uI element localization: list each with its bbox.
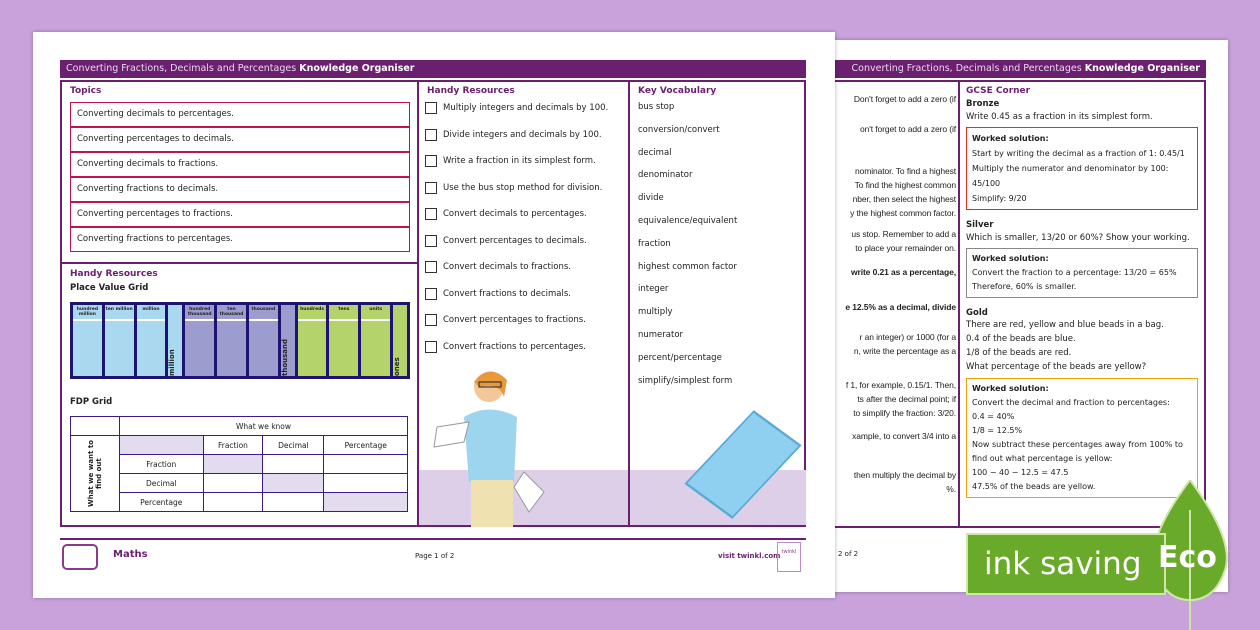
pv-column xyxy=(329,305,358,376)
checklist-item[interactable] xyxy=(425,235,587,247)
silver-solution: Worked solution: Convert the fraction to a percentage: 13/20 = 65% Therefore, 60% is smaller. xyxy=(966,248,1198,298)
topic-item: Converting fractions to decimals. xyxy=(70,177,410,202)
fdp-cell xyxy=(263,455,324,474)
text-fragment: ts after the decimal point; if xyxy=(857,394,956,404)
checkbox[interactable] xyxy=(425,261,437,273)
fdp-cell xyxy=(324,493,408,512)
text-fragment: e 12.5% as a decimal, divide xyxy=(845,302,956,312)
pv-column-label: ten million xyxy=(105,305,134,321)
topic-item: Converting decimals to fractions. xyxy=(70,152,410,177)
vocab-item: percent/percentage xyxy=(638,352,722,363)
twinkl-link[interactable]: visit twinkl.com xyxy=(718,552,781,560)
fdp-cell xyxy=(263,474,324,493)
bronze-solution: Worked solution: Start by writing the decimal as a fraction of 1: 0.45/1 Multiply the numerator and denominator by 100: 45/100 Simplify: 9/20 xyxy=(966,127,1198,210)
text-fragment: To find the highest common xyxy=(854,180,956,190)
checkbox[interactable] xyxy=(425,129,437,141)
checklist-item[interactable] xyxy=(425,129,602,141)
text-fragment: n, write the percentage as a xyxy=(853,346,956,356)
checkbox[interactable] xyxy=(425,102,437,114)
fdp-cell xyxy=(203,474,263,493)
vocab-item: conversion/convert xyxy=(638,124,720,135)
text-fragment: to simplify the fraction: 3/20. xyxy=(853,408,956,418)
checklist-label: Convert fractions to decimals. xyxy=(443,288,571,299)
text-fragment: Don't forget to add a zero (if xyxy=(853,94,956,104)
content-frame xyxy=(60,80,806,527)
key-vocabulary-column: Key Vocabulary bus stop conversion/convert decimal denominator divide equivalence/equivalent fraction highest common factor integer multiply numerator percent/percentage simplify/simplest form xyxy=(630,82,806,525)
pv-group-label: ones xyxy=(393,305,407,376)
checklist-item[interactable] xyxy=(425,208,587,220)
fdp-col-header: Fraction xyxy=(203,436,263,455)
topics-column: Topics Converting decimals to percentages. Converting percentages to decimals. Converting decimals to fractions. Converting fractions to decimals. Converting percentages to fractions. Converting fractions to percentages. Handy Resources Place Value Grid hundred million ten million million million hundred thousand ten thousand thousand thousand hundreds tens units ones FDP Grid What we know What we want to find out Fraction Decimal Percentage Fraction Decimal Percentage xyxy=(62,82,419,525)
vocab-item: fraction xyxy=(638,238,671,249)
topic-item: Converting decimals to percentages. xyxy=(70,102,410,127)
fdp-row-header: Fraction xyxy=(120,455,204,474)
pv-column-label: tens xyxy=(329,305,358,321)
vocab-item: simplify/simplest form xyxy=(638,375,733,386)
text-fragment: write 0.21 as a percentage, xyxy=(850,267,956,277)
topic-item: Converting fractions to percentages. xyxy=(70,227,410,252)
pv-column-label: units xyxy=(361,305,390,321)
pv-column-label: hundred million xyxy=(73,305,102,321)
page2-frame xyxy=(820,80,1206,528)
pv-column xyxy=(137,305,166,376)
fdp-top-label: What we know xyxy=(120,417,408,436)
fdp-cell xyxy=(203,455,263,474)
text-fragment: %. xyxy=(946,484,956,494)
footer-divider xyxy=(60,538,806,540)
fdp-grid xyxy=(70,416,408,512)
pv-column xyxy=(185,305,214,376)
pv-column-label: ten thousand xyxy=(217,305,246,321)
subject-label: Maths xyxy=(113,549,148,560)
text-fragment: to place your remainder on. xyxy=(855,243,956,253)
text-fragment: f 1, for example, 0.15/1. Then, xyxy=(845,380,956,390)
fdp-col-header: Percentage xyxy=(324,436,408,455)
checklist-label: Convert percentages to decimals. xyxy=(443,235,587,246)
gold-solution: Worked solution: Convert the decimal and fraction to percentages: 0.4 = 40% 1/8 = 12.5% Now subtract these percentages away from 100% to find out what percentage is yellow: 100 − 40 − 12.5 = 47.5 47.5% of the beads are yellow. xyxy=(966,378,1198,498)
checklist-item[interactable] xyxy=(425,102,608,114)
checklist-item[interactable] xyxy=(425,182,602,194)
checklist-item[interactable] xyxy=(425,261,571,273)
page-header: Converting Fractions, Decimals and Percentages Knowledge Organiser xyxy=(60,60,806,78)
pv-group-label: thousand xyxy=(281,305,295,376)
pv-column-label: thousand xyxy=(249,305,278,321)
page2-number: 2 of 2 xyxy=(838,550,859,558)
pv-column xyxy=(217,305,246,376)
page-header: Converting Fractions, Decimals and Percentages Knowledge Organiser xyxy=(830,60,1206,78)
pv-group-label: million xyxy=(168,305,182,376)
text-fragment: r an integer) or 1000 (for a xyxy=(859,332,956,342)
gcse-corner: GCSE Corner Bronze Write 0.45 as a fraction in its simplest form. Worked solution: Start by writing the decimal as a fraction of 1: 0.45/1 Multiply the numerator and denominator by 100: 45/100 Simplify: 9/20 Silver Which is smaller, 13/20 or 60%? Show your working. Worked solution: Convert the fraction to a percentage: 13/20 = 65% Therefore, 60% is smaller. Gold There are red, yellow and blue beads in a bag. 0.4 of the beads are blue. 1/8 of the beads are red. What percentage of the beads are yellow? Worked solution: Convert the decimal and fraction to percentages: 0.4 = 40% 1/8 = 12.5% Now subtract these percentages away from 100% to find out what percentage is yellow: 100 − 40 − 12.5 = 47.5 47.5% of the beads are yellow. xyxy=(966,86,1206,498)
checklist-label: Convert decimals to percentages. xyxy=(443,209,587,219)
text-fragment: on't forget to add a zero (if xyxy=(859,124,956,134)
fdp-side-label: What we want to find out xyxy=(71,436,120,512)
pv-column-label: hundreds xyxy=(298,305,327,321)
checkbox[interactable] xyxy=(425,208,437,220)
fdp-cell xyxy=(324,474,408,493)
fdp-cell xyxy=(324,455,408,474)
text-fragment: nominator. To find a highest xyxy=(854,166,956,176)
eco-label: Eco xyxy=(1158,540,1217,575)
vocab-item: denominator xyxy=(638,170,693,181)
vocab-item: highest common factor xyxy=(638,261,737,272)
checklist-label: Convert decimals to fractions. xyxy=(443,262,571,272)
ink-saving-banner: ink saving xyxy=(966,533,1166,595)
text-fragment: nber, then select the highest xyxy=(852,194,956,204)
checklist-label: Divide integers and decimals by 100. xyxy=(443,129,602,140)
checkbox[interactable] xyxy=(425,341,437,353)
page-1-preview[interactable] xyxy=(33,32,835,598)
handy-resources-column: Handy Resources Multiply integers and decimals by 100. Divide integers and decimals by 100. Write a fraction in its simplest form. Use the bus stop method for division. Convert decimals to percentages. Convert percentages to decimals. Convert decimals to fractions. Convert fractions to decimals. Convert percentages to fractions. Convert fractions to percentages. xyxy=(419,82,630,525)
checklist-label: Multiply integers and decimals by 100. xyxy=(443,103,609,113)
checklist-item[interactable] xyxy=(425,314,586,326)
topic-item: Converting percentages to fractions. xyxy=(70,202,410,227)
checklist-label: Write a fraction in its simplest form. xyxy=(443,156,596,166)
checkbox[interactable] xyxy=(425,235,437,247)
topic-item: Converting percentages to decimals. xyxy=(70,127,410,152)
text-fragment: us stop. Remember to add a xyxy=(851,229,956,239)
page-number: Page 1 of 2 xyxy=(415,552,455,560)
vocab-item: integer xyxy=(638,284,669,295)
checkbox[interactable] xyxy=(425,155,437,167)
pv-column xyxy=(105,305,134,376)
fdp-cell xyxy=(203,493,263,512)
vocab-item: equivalence/equivalent xyxy=(638,216,738,226)
fdp-row-header: Decimal xyxy=(120,474,204,493)
place-value-grid xyxy=(70,302,410,379)
pv-column xyxy=(249,305,278,376)
checkbox[interactable] xyxy=(425,288,437,300)
text-fragment: y the highest common factor. xyxy=(850,208,956,218)
vocab-item: multiply xyxy=(638,307,673,318)
vocab-item: divide xyxy=(638,193,664,204)
checklist-item[interactable] xyxy=(425,341,586,353)
pv-column xyxy=(361,305,390,376)
pv-column xyxy=(73,305,102,376)
checklist-label: Convert percentages to fractions. xyxy=(443,315,586,325)
fdp-cell xyxy=(263,493,324,512)
checklist-item[interactable] xyxy=(425,288,571,300)
vocab-item: numerator xyxy=(638,330,684,340)
teacher-illustration xyxy=(429,362,549,527)
twinkl-badge: twinkl xyxy=(777,542,801,572)
pv-column-label: million xyxy=(137,305,166,321)
checklist-item[interactable] xyxy=(425,155,596,167)
vocab-item: bus stop xyxy=(638,102,675,112)
text-fragment: xample, to convert 3/4 into a xyxy=(852,431,956,441)
fdp-row-header: Percentage xyxy=(120,493,204,512)
checkbox[interactable] xyxy=(425,314,437,326)
checklist-label: Use the bus stop method for division. xyxy=(443,182,603,193)
pv-column xyxy=(298,305,327,376)
vocab-item: decimal xyxy=(638,147,672,158)
checkbox[interactable] xyxy=(425,182,437,194)
checklist-label: Convert fractions to percentages. xyxy=(443,341,586,352)
fdp-col-header: Decimal xyxy=(263,436,324,455)
text-fragment: then multiply the decimal by xyxy=(853,470,956,480)
calculator-logo-icon xyxy=(62,544,98,570)
pv-column-label: hundred thousand xyxy=(185,305,214,321)
